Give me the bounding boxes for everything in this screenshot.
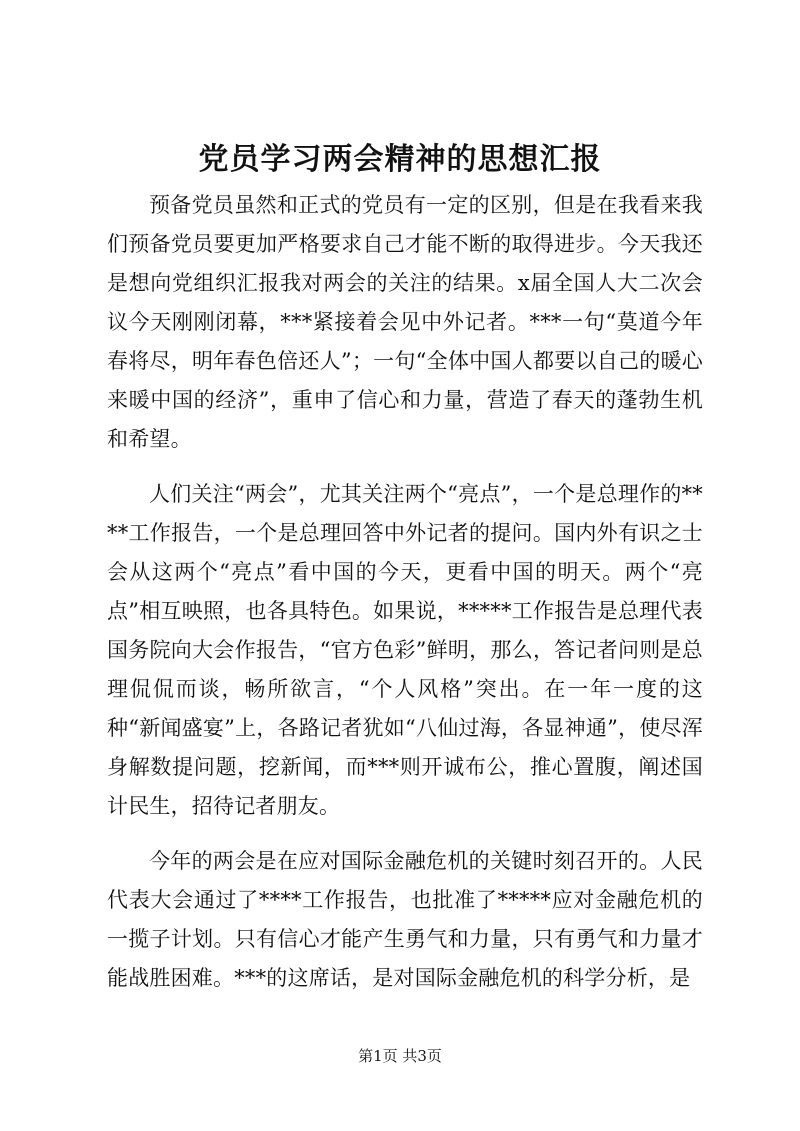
paragraph-3: 今年的两会是在应对国际金融危机的关键时刻召开的。人民代表大会通过了****工作报告，也批准了*****应对金融危机的一揽子计划。只有信心才能产生勇气和力量，只有勇气和力量才能战胜困难。***的这席话，是对国际金融危机的科学分析，是 xyxy=(107,849,703,990)
paragraph-1: 预备党员虽然和正式的党员有一定的区别，但是在我看来我们预备党员要更加严格要求自己才能不断的取得进步。今天我还是想向党组织汇报我对两会的关注的结果。x届全国人大二次会议今天刚刚闭幕，***紧接着会见中外记者。***一句“莫道今年春将尽，明年春色倍还人”；一句“全体中国人都要以自己的暖心来暖中国的经济”，重申了信心和力量，营造了春天的蓬勃生机和希望。 xyxy=(107,193,703,451)
document-title: 党员学习两会精神的思想汇报 xyxy=(198,142,602,177)
document-body xyxy=(107,186,703,1014)
page-number-footer: 第1页 共3页 xyxy=(358,1047,442,1065)
paragraph-2: 人们关注“两会”，尤其关注两个“亮点”，一个是总理作的****工作报告，一个是总理回答中外记者的提问。国内外有识之士会从这两个“亮点”看中国的今天，更看中国的明天。两个“亮点”相互映照，也各具特色。如果说，*****工作报告是总理代表国务院向大会作报告，“官方色彩”鲜明，那么，答记者问则是总理侃侃而谈，畅所欲言，“个人风格”突出。在一年一度的这种“新闻盛宴”上，各路记者犹如“八仙过海，各显神通”，使尽浑身解数提问题，挖新闻，而***则开诚布公，推心置腹，阐述国计民生，招待记者朋友。 xyxy=(107,482,703,818)
